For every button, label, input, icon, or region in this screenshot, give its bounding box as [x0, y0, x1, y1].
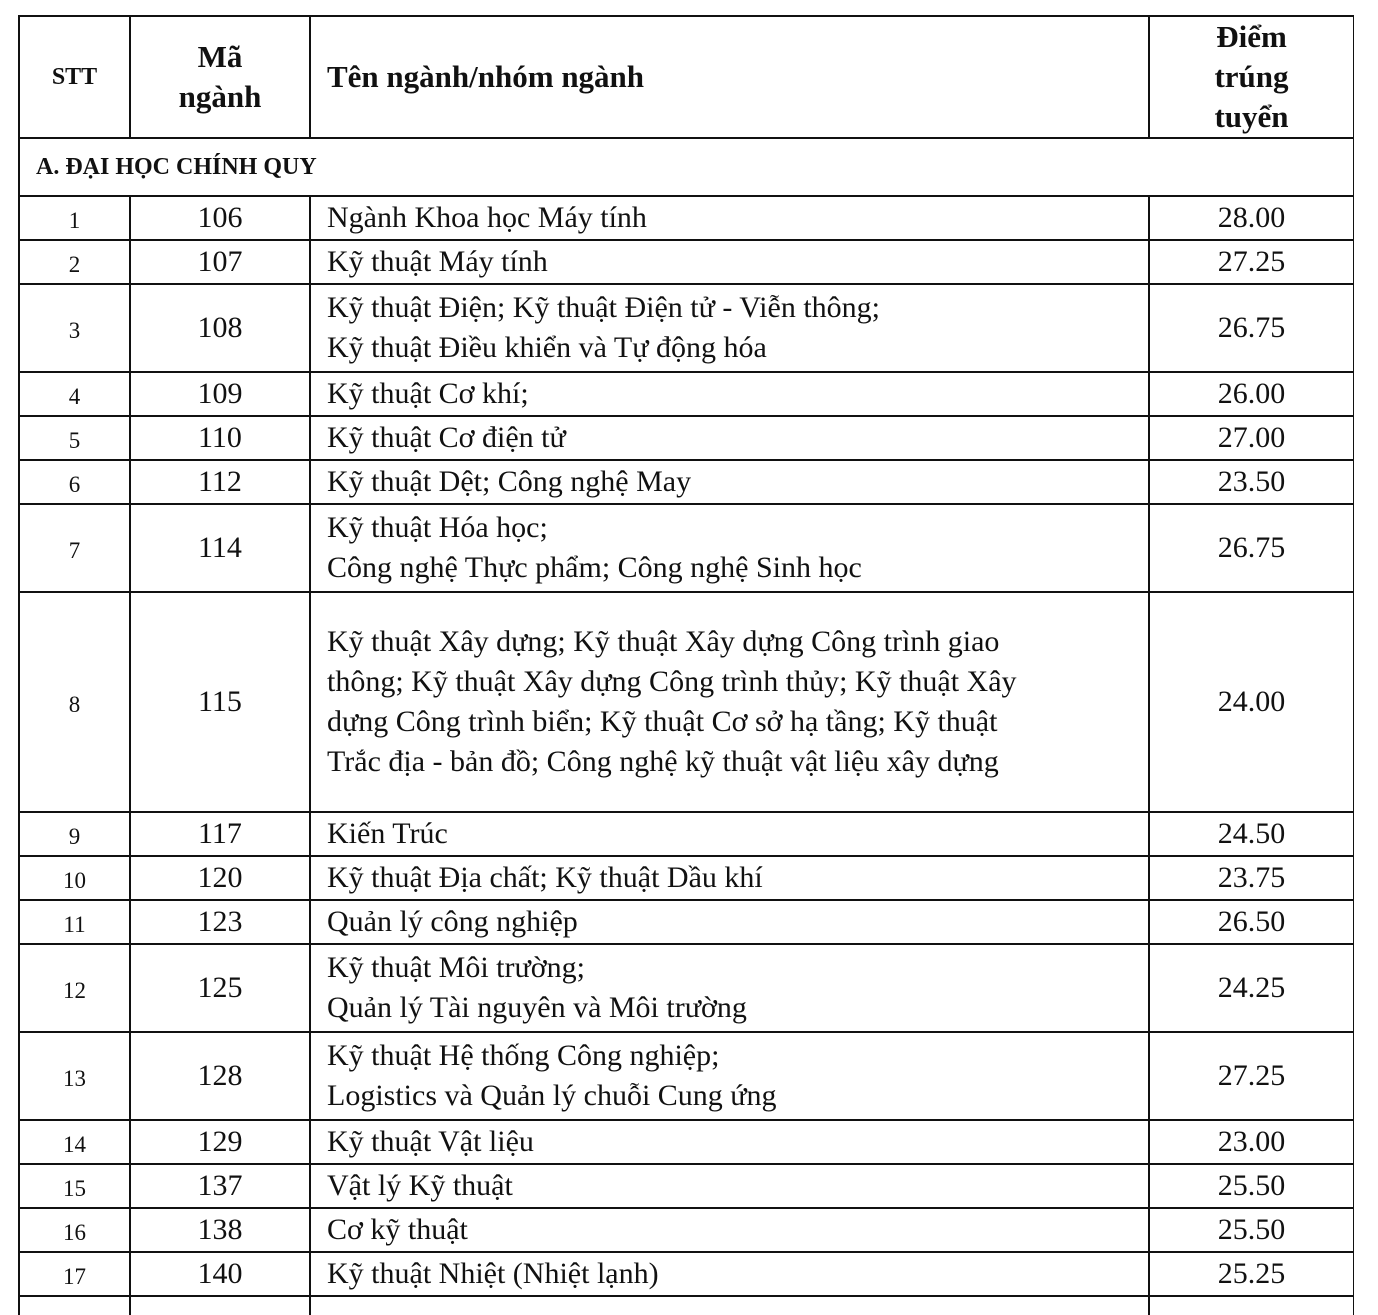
row-score: 27.25 [1149, 240, 1354, 284]
row-name: Ngành Khoa học Máy tính [310, 196, 1149, 240]
row-stt: 13 [19, 1032, 130, 1120]
row-stt: 5 [19, 416, 130, 460]
table-row [19, 812, 1354, 856]
row-name: Kỹ thuật Máy tính [310, 240, 1149, 284]
row-score: 26.00 [1149, 372, 1354, 416]
row-stt: 11 [19, 900, 130, 944]
row-score: 26.75 [1149, 284, 1354, 372]
row-name: Cơ kỹ thuật [310, 1208, 1149, 1252]
row-cell-empty [130, 1296, 310, 1315]
row-name: Kỹ thuật Nhiệt (Nhiệt lạnh) [310, 1252, 1149, 1296]
row-score: 24.25 [1149, 944, 1354, 1032]
row-code: 129 [130, 1120, 310, 1164]
row-stt: 6 [19, 460, 130, 504]
row-code: 140 [130, 1252, 310, 1296]
row-code: 138 [130, 1208, 310, 1252]
row-score: 26.50 [1149, 900, 1354, 944]
row-score: 24.50 [1149, 812, 1354, 856]
row-stt: 3 [19, 284, 130, 372]
row-stt: 8 [19, 592, 130, 812]
table-row-partial [19, 1296, 1354, 1315]
row-score: 24.00 [1149, 592, 1354, 812]
table-row [19, 900, 1354, 944]
row-stt: 1 [19, 196, 130, 240]
table-row [19, 284, 1354, 372]
table-row [19, 1120, 1354, 1164]
row-code: 109 [130, 372, 310, 416]
row-stt: 15 [19, 1164, 130, 1208]
row-name: Kỹ thuật Hệ thống Công nghiệp; Logistics và Quản lý chuỗi Cung ứng [310, 1032, 1149, 1120]
row-stt: 10 [19, 856, 130, 900]
row-name: Quản lý công nghiệp [310, 900, 1149, 944]
table-row [19, 1252, 1354, 1296]
row-name: Kỹ thuật Hóa học; Công nghệ Thực phẩm; Công nghệ Sinh học [310, 504, 1149, 592]
table-row [19, 1164, 1354, 1208]
table-row [19, 416, 1354, 460]
row-code: 123 [130, 900, 310, 944]
row-name: Kỹ thuật Cơ điện tử [310, 416, 1149, 460]
row-code: 112 [130, 460, 310, 504]
row-name: Kỹ thuật Cơ khí; [310, 372, 1149, 416]
row-stt: 2 [19, 240, 130, 284]
row-score: 25.50 [1149, 1208, 1354, 1252]
table-row [19, 504, 1354, 592]
row-score: 25.25 [1149, 1252, 1354, 1296]
row-code: 114 [130, 504, 310, 592]
row-code: 137 [130, 1164, 310, 1208]
row-score: 23.75 [1149, 856, 1354, 900]
row-name: Kỹ thuật Xây dựng; Kỹ thuật Xây dựng Công trình giao thông; Kỹ thuật Xây dựng Công trình thủy; Kỹ thuật Xây dựng Công trình biển; Kỹ thuật Cơ sở hạ tầng; Kỹ thuật Trắc địa - bản đồ; Công nghệ kỹ thuật vật liệu xây dựng [310, 592, 1149, 812]
row-code: 110 [130, 416, 310, 460]
table-row [19, 592, 1354, 812]
admission-score-table [18, 15, 1354, 1315]
table-row [19, 196, 1354, 240]
row-score: 28.00 [1149, 196, 1354, 240]
row-code: 107 [130, 240, 310, 284]
row-score: 23.00 [1149, 1120, 1354, 1164]
row-score: 26.75 [1149, 504, 1354, 592]
row-code: 106 [130, 196, 310, 240]
header-stt: STT [19, 16, 130, 138]
table-row [19, 1208, 1354, 1252]
table-row [19, 856, 1354, 900]
row-stt: 9 [19, 812, 130, 856]
row-stt: 4 [19, 372, 130, 416]
row-score: 25.50 [1149, 1164, 1354, 1208]
table-row [19, 372, 1354, 416]
row-name: Kiến Trúc [310, 812, 1149, 856]
table-row [19, 1032, 1354, 1120]
header-score: Điểm trúng tuyển [1149, 16, 1354, 138]
admission-score-table-container [18, 15, 1354, 1315]
row-name: Vật lý Kỹ thuật [310, 1164, 1149, 1208]
header-code: Mã ngành [130, 16, 310, 138]
row-cell-empty [19, 1296, 130, 1315]
row-code: 115 [130, 592, 310, 812]
table-row [19, 944, 1354, 1032]
row-stt: 14 [19, 1120, 130, 1164]
row-stt: 16 [19, 1208, 130, 1252]
row-score: 27.25 [1149, 1032, 1354, 1120]
header-row [19, 16, 1354, 138]
row-code: 120 [130, 856, 310, 900]
row-name: Kỹ thuật Điện; Kỹ thuật Điện tử - Viễn thông; Kỹ thuật Điều khiển và Tự động hóa [310, 284, 1149, 372]
row-stt: 7 [19, 504, 130, 592]
row-name: Kỹ thuật Địa chất; Kỹ thuật Dầu khí [310, 856, 1149, 900]
row-name: Kỹ thuật Môi trường; Quản lý Tài nguyên và Môi trường [310, 944, 1149, 1032]
row-code: 117 [130, 812, 310, 856]
row-stt: 12 [19, 944, 130, 1032]
table-row [19, 240, 1354, 284]
section-title: A. ĐẠI HỌC CHÍNH QUY [19, 138, 1354, 196]
row-cell-empty [1149, 1296, 1354, 1315]
row-code: 108 [130, 284, 310, 372]
row-cell-empty [310, 1296, 1149, 1315]
row-name: Kỹ thuật Vật liệu [310, 1120, 1149, 1164]
row-code: 125 [130, 944, 310, 1032]
header-name: Tên ngành/nhóm ngành [310, 16, 1149, 138]
row-stt: 17 [19, 1252, 130, 1296]
section-row [19, 138, 1354, 196]
row-score: 27.00 [1149, 416, 1354, 460]
row-score: 23.50 [1149, 460, 1354, 504]
row-name: Kỹ thuật Dệt; Công nghệ May [310, 460, 1149, 504]
row-code: 128 [130, 1032, 310, 1120]
table-row [19, 460, 1354, 504]
